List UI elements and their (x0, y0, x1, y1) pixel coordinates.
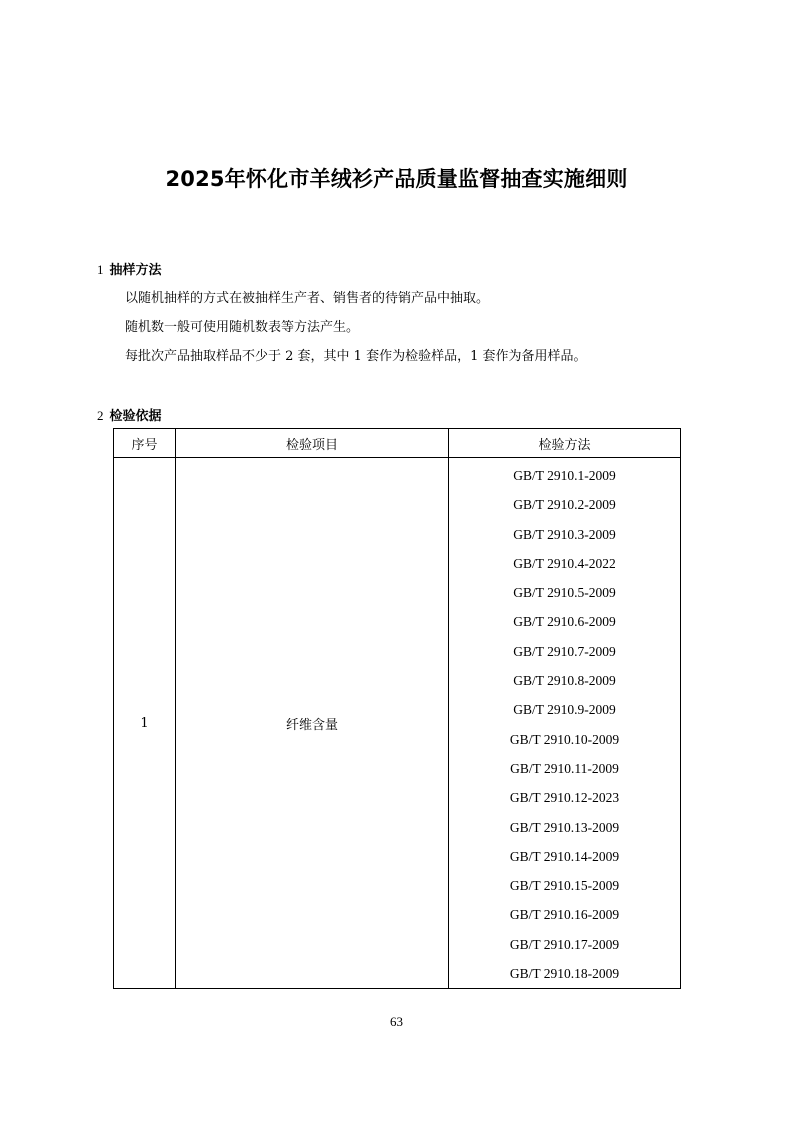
method-item: GB/T 2910.10-2009 (509, 731, 620, 747)
cell-item: 纤维含量 (176, 458, 449, 989)
method-item: GB/T 2910.7-2009 (513, 643, 616, 659)
section-2-heading (97, 407, 162, 426)
cell-seq: 1 (114, 458, 176, 989)
page-number: 63 (390, 1014, 403, 1029)
table-header-row (114, 429, 681, 458)
paragraph-random-number: 随机数一般可使用随机数表等方法产生。 (125, 320, 360, 335)
section-2-title: 检验依据 (109, 409, 162, 424)
method-item: GB/T 2910.2-2009 (513, 497, 616, 513)
method-item: GB/T 2910.11-2009 (510, 760, 619, 776)
method-item: GB/T 2910.6-2009 (513, 614, 616, 630)
method-item: GB/T 2910.3-2009 (513, 526, 616, 542)
method-item: GB/T 2910.4-2022 (513, 555, 616, 571)
method-item: GB/T 2910.1-2009 (513, 468, 616, 483)
document-title: 2025年怀化市羊绒衫产品质量监督抽查实施细则 (165, 167, 628, 191)
method-item: GB/T 2910.9-2009 (513, 702, 616, 718)
header-item: 检验项目 (176, 429, 449, 458)
section-1-heading (97, 261, 162, 280)
method-list (449, 458, 680, 988)
paragraph-sampling-method: 以随机抽样的方式在被抽样生产者、销售者的待销产品中抽取。 (125, 291, 490, 306)
method-item: GB/T 2910.14-2009 (509, 848, 620, 864)
method-item: GB/T 2910.16-2009 (509, 907, 620, 923)
method-item: GB/T 2910.15-2009 (509, 878, 620, 894)
method-item: GB/T 2910.13-2009 (509, 819, 620, 835)
cell-methods (449, 458, 681, 989)
table-row (114, 458, 681, 989)
method-item: GB/T 2910.12-2023 (509, 790, 620, 806)
method-item: GB/T 2910.18-2009 (509, 966, 620, 982)
paragraph-sample-quantity: 每批次产品抽取样品不少于 2 套，其中 1 套作为检验样品，1 套作为备用样品。 (125, 349, 587, 364)
header-method: 检验方法 (449, 429, 681, 458)
header-seq: 序号 (114, 429, 176, 458)
inspection-basis-table (113, 428, 681, 989)
section-1-title: 抽样方法 (109, 263, 162, 278)
method-item: GB/T 2910.8-2009 (513, 673, 616, 689)
method-item: GB/T 2910.5-2009 (513, 585, 616, 601)
section-2-number: 2 (97, 408, 104, 423)
section-1-number: 1 (97, 262, 104, 277)
method-item: GB/T 2910.17-2009 (509, 936, 620, 952)
